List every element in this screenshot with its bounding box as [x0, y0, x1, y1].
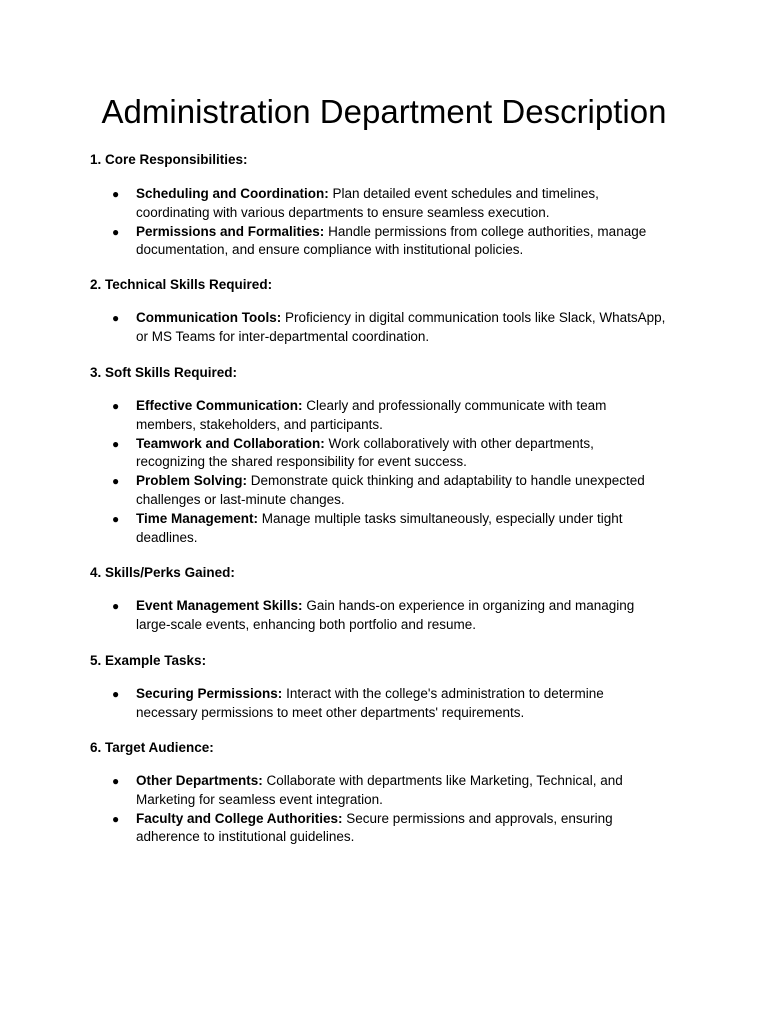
item-term: Other Departments:	[136, 773, 263, 788]
section-heading: 4. Skills/Perks Gained:	[90, 565, 235, 580]
bullet-icon: ●	[112, 311, 120, 325]
section-technical-skills	[90, 275, 690, 344]
item-text: Clearly and professionally communicate with team	[302, 398, 607, 413]
bullet-icon: ●	[112, 811, 120, 826]
item-term: Communication Tools:	[136, 310, 282, 325]
bullet-list	[90, 685, 690, 723]
section-heading: 5. Example Tasks:	[90, 653, 207, 668]
bullet-icon: ●	[112, 187, 120, 201]
section-heading: 3. Soft Skills Required:	[90, 365, 238, 380]
list-item	[90, 510, 690, 548]
list-item	[90, 223, 690, 261]
list-item	[90, 435, 690, 473]
section-heading: 1. Core Responsibilities:	[90, 152, 248, 167]
item-text: Secure permissions and approvals, ensuring	[342, 810, 613, 826]
item-text: Marketing for seamless event integration.	[136, 791, 383, 807]
list-item	[90, 397, 690, 435]
bullet-icon: ●	[112, 687, 120, 701]
list-item	[90, 472, 690, 510]
item-text: necessary permissions to meet other departments' requirements.	[136, 704, 525, 720]
bullet-icon: ●	[112, 399, 120, 413]
section-skills-perks	[90, 563, 690, 632]
item-term: Scheduling and Coordination:	[136, 186, 329, 201]
section-soft-skills	[90, 363, 690, 545]
list-item	[90, 309, 690, 347]
list-item	[90, 810, 690, 848]
item-text: coordinating with various departments to ensure seamless execution.	[136, 204, 550, 220]
list-item	[90, 597, 690, 635]
item-text: Handle permissions from college authorities, manage	[324, 223, 647, 239]
section-target-audience	[90, 738, 690, 845]
section-heading: 2. Technical Skills Required:	[90, 277, 273, 292]
item-text: adherence to institutional guidelines.	[136, 829, 355, 845]
section-heading: 6. Target Audience:	[90, 740, 214, 755]
bullet-icon: ●	[112, 774, 120, 788]
item-text: Plan detailed event schedules and timelines,	[328, 186, 599, 201]
item-text: Proficiency in digital communication tools like Slack, WhatsApp,	[281, 310, 666, 325]
bullet-icon: ●	[112, 599, 120, 613]
item-text: or MS Teams for inter-departmental coordination.	[136, 328, 430, 344]
bullet-list	[90, 772, 690, 847]
item-text: Gain hands-on experience in organizing and managing	[302, 598, 635, 613]
item-text: recognizing the shared responsibility for event success.	[136, 454, 467, 470]
item-text: Work collaboratively with other departments,	[324, 435, 594, 451]
list-item	[90, 772, 690, 810]
item-term: Event Management Skills:	[136, 598, 303, 613]
item-text: large-scale events, enhancing both portfolio and resume.	[136, 616, 476, 632]
item-term: Teamwork and Collaboration:	[136, 435, 325, 451]
item-text: Interact with the college's administration to determine	[282, 686, 604, 701]
item-text: deadlines.	[136, 529, 198, 545]
page-title: Administration Department Description	[101, 93, 667, 130]
item-text: challenges or last-minute changes.	[136, 491, 345, 507]
list-item	[90, 185, 690, 223]
item-text: Collaborate with departments like Marketing, Technical, and	[262, 773, 623, 788]
bullet-list	[90, 397, 690, 547]
bullet-list	[90, 309, 690, 347]
item-term: Securing Permissions:	[136, 686, 283, 701]
item-term: Faculty and College Authorities:	[136, 810, 343, 826]
item-term: Effective Communication:	[136, 398, 303, 413]
bullet-icon: ●	[112, 436, 120, 451]
bullet-icon: ●	[112, 511, 120, 526]
list-item	[90, 685, 690, 723]
bullet-list	[90, 597, 690, 635]
bullet-icon: ●	[112, 224, 120, 239]
item-text: Demonstrate quick thinking and adaptability to handle unexpected	[247, 473, 645, 489]
bullet-list	[90, 185, 690, 260]
item-text: documentation, and ensure compliance with institutional policies.	[136, 242, 524, 258]
item-text: members, stakeholders, and participants.	[136, 416, 383, 432]
item-term: Time Management:	[136, 510, 259, 526]
item-term: Problem Solving:	[136, 473, 248, 489]
bullet-icon: ●	[112, 474, 120, 489]
section-example-tasks	[90, 651, 690, 720]
section-core-responsibilities	[90, 150, 690, 258]
item-text: Manage multiple tasks simultaneously, especially under tight	[258, 510, 623, 526]
item-term: Permissions and Formalities:	[136, 223, 325, 239]
